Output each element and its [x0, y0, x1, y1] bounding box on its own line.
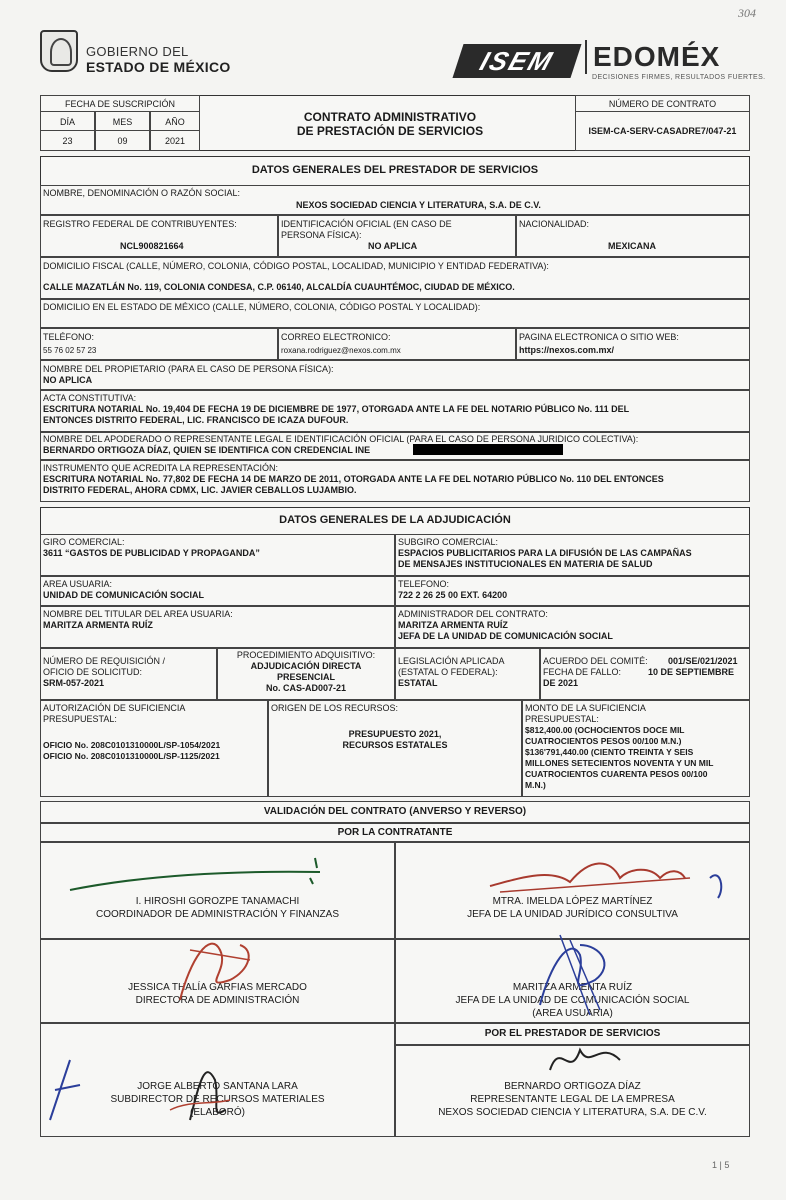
fallo-label: FECHA DE FALLO:: [543, 667, 622, 677]
gobierno-line2: ESTADO DE MÉXICO: [86, 59, 231, 75]
signer-4-note: (AREA USUARIA): [532, 1008, 613, 1019]
mes-label: MES: [112, 117, 133, 127]
acta-label: ACTA CONSTITUTIVA:: [43, 393, 137, 403]
validacion-section-title: VALIDACIÓN DEL CONTRATO (ANVERSO Y REVERSO): [263, 806, 527, 817]
acuerdo-label: ACUERDO DEL COMITÉ:: [543, 656, 648, 666]
signer-4-role: JEFA DE LA UNIDAD DE COMUNICACIÓN SOCIAL: [455, 995, 690, 1006]
mes-value: 09: [117, 136, 128, 146]
signer-5-note: (ELABORÓ): [189, 1107, 245, 1118]
contract-title-2: DE PRESTACIÓN DE SERVICIOS: [296, 124, 484, 138]
monto-line-5: CUATROCIENTOS CUARENTA PESOS 00/100: [525, 769, 708, 779]
monto-line-6: M.N.): [525, 780, 546, 790]
web-value: https://nexos.com.mx/: [519, 345, 615, 355]
nombre-label: NOMBRE, DENOMINACIÓN O RAZÓN SOCIAL:: [43, 188, 241, 198]
telefono-label: TELÉFONO:: [43, 332, 95, 342]
nombre-value: NEXOS SOCIEDAD CIENCIA Y LITERATURA, S.A. DE C.V.: [296, 200, 541, 210]
domfiscal-label: DOMICILIO FISCAL (CALLE, NÚMERO, COLONIA, CÓDIGO POSTAL, LOCALIDAD, MUNICIPIO Y ENTIDAD FEDERATIVA):: [43, 261, 549, 271]
procedimiento-line-1: ADJUDICACIÓN DIRECTA: [250, 661, 362, 671]
gobierno-line1: GOBIERNO DEL: [86, 44, 189, 59]
legislacion-value: ESTATAL: [398, 678, 438, 688]
web-label: PAGINA ELECTRONICA O SITIO WEB:: [519, 332, 679, 342]
subgiro-label: SUBGIRO COMERCIAL:: [398, 537, 499, 547]
origen-label: ORIGEN DE LOS RECURSOS:: [271, 703, 399, 713]
state-seal-icon: [40, 30, 78, 72]
gobierno-logo: [40, 30, 240, 78]
propietario-value: NO APLICA: [43, 375, 93, 385]
numero-label: NÚMERO DE CONTRATO: [608, 99, 717, 109]
rfc-label: REGISTRO FEDERAL DE CONTRIBUYENTES:: [43, 219, 237, 229]
signer-2-name: MTRA. IMELDA LÓPEZ MARTÍNEZ: [492, 896, 653, 907]
contract-title-1: CONTRATO ADMINISTRATIVO: [303, 110, 477, 124]
signer-1-role: COORDINADOR DE ADMINISTRACIÓN Y FINANZAS: [96, 909, 339, 920]
fallo-line-2: DE 2021: [543, 678, 579, 688]
page-number: 1 | 5: [712, 1160, 730, 1170]
domfiscal-value: CALLE MAZATLÁN No. 119, COLONIA CONDESA, C.P. 06140, ALCALDÍA CUAUHTÉMOC, CIUDAD DE MÉXICO.: [43, 282, 515, 292]
autorizacion-oficio-1: OFICIO No. 208C0101310000L/SP-1054/2021: [43, 740, 221, 750]
adjudicacion-section-title: DATOS GENERALES DE LA ADJUDICACIÓN: [279, 514, 511, 526]
adj-tel-label: TELEFONO:: [398, 579, 450, 589]
adj-tel-value: 722 2 26 25 00 EXT. 64200: [398, 590, 508, 600]
signer-3-role: DIRECTORA DE ADMINISTRACIÓN: [135, 995, 300, 1006]
edomex-logo: EDOMÉX: [585, 40, 720, 74]
anio-value: 2021: [164, 136, 186, 146]
procedimiento-line-2: PRESENCIAL: [276, 672, 335, 682]
monto-line-1: $812,400.00 (OCHOCIENTOS DOCE MIL: [525, 725, 685, 735]
nacionalidad-label: NACIONALIDAD:: [519, 219, 590, 229]
fallo-line-1: 10 DE SEPTIEMBRE: [648, 667, 735, 677]
sig-cell-3: [40, 939, 395, 1023]
procedimiento-line-3: No. CAS-AD007-21: [265, 683, 347, 693]
ident-label-1: IDENTIFICACIÓN OFICIAL (EN CASO DE: [281, 219, 452, 229]
origen-line-1: PRESUPUESTO 2021,: [348, 729, 442, 739]
dia-value: 23: [62, 136, 73, 146]
contratante-title: POR LA CONTRATANTE: [337, 827, 453, 838]
giro-value: 3611 “GASTOS DE PUBLICIDAD Y PROPAGANDA”: [43, 548, 260, 558]
signer-6-role: REPRESENTANTE LEGAL DE LA EMPRESA: [470, 1094, 675, 1105]
fecha-label: FECHA DE SUSCRIPCIÓN: [64, 99, 176, 109]
domedomex-label: DOMICILIO EN EL ESTADO DE MÉXICO (CALLE, NÚMERO, COLONIA, CÓDIGO POSTAL Y LOCALIDAD):: [43, 302, 481, 312]
area-label: AREA USUARIA:: [43, 579, 113, 589]
rfc-value: NCL900821664: [120, 241, 184, 251]
apoderado-label: NOMBRE DEL APODERADO O REPRESENTANTE LEGAL E IDENTIFICACIÓN OFICIAL (PARA EL CASO DE PERSONA JURIDICO COLECTIVA):: [43, 434, 639, 444]
signer-6-name: BERNARDO ORTIGOZA DÍAZ: [504, 1081, 641, 1092]
signer-6-company: NEXOS SOCIEDAD CIENCIA Y LITERATURA, S.A. DE C.V.: [438, 1107, 707, 1118]
instrumento-label: INSTRUMENTO QUE ACREDITA LA REPRESENTACIÓN:: [43, 463, 279, 473]
acta-line-1: ESCRITURA NOTARIAL No. 19,404 DE FECHA 19 DE DICIEMBRE DE 1977, OTORGADA ANTE LA FE DEL NOTARIO PÚBLICO No. 111 DEL: [43, 404, 630, 414]
autorizacion-label-2: PRESUPUESTAL:: [43, 714, 117, 724]
monto-line-4: MILLONES SETECIENTOS NOVENTA Y UN MIL: [525, 758, 714, 768]
signer-2-role: JEFA DE LA UNIDAD JURÍDICO CONSULTIVA: [467, 909, 678, 920]
telefono-value: 55 76 02 57 23: [43, 346, 97, 355]
redaction-bar: [413, 444, 563, 455]
signer-3-name: JESSICA THALÍA GARFIAS MERCADO: [128, 982, 307, 993]
admin-label: ADMINISTRADOR DEL CONTRATO:: [398, 609, 548, 619]
area-value: UNIDAD DE COMUNICACIÓN SOCIAL: [43, 590, 204, 600]
admin-line-1: MARITZA ARMENTA RUÍZ: [398, 620, 508, 630]
requisicion-value: SRM-057-2021: [43, 678, 105, 688]
origen-line-2: RECURSOS ESTATALES: [342, 740, 448, 750]
ident-label-2: PERSONA FÍSICA):: [281, 230, 362, 240]
legislacion-label-1: LEGISLACIÓN APLICADA: [398, 656, 505, 666]
requisicion-label-2: OFICIO DE SOLICITUD:: [43, 667, 143, 677]
apoderado-value: BERNARDO ORTIGOZA DÍAZ, QUIEN SE IDENTIFICA CON CREDENCIAL INE: [43, 445, 371, 455]
monto-line-3: $136'791,440.00 (CIENTO TREINTA Y SEIS: [525, 747, 694, 757]
subgiro-line-2: DE MENSAJES INSTITUCIONALES EN MATERIA DE SALUD: [398, 559, 653, 569]
correo-label: CORREO ELECTRONICO:: [281, 332, 391, 342]
ident-value: NO APLICA: [368, 241, 418, 251]
numero-value: ISEM-CA-SERV-CASADRE7/047-21: [588, 126, 737, 136]
signer-5-role: SUBDIRECTOR DE RECURSOS MATERIALES: [110, 1094, 325, 1105]
autorizacion-label-1: AUTORIZACIÓN DE SUFICIENCIA: [43, 703, 186, 713]
instrumento-line-2: DISTRITO FEDERAL, AHORA CDMX, LIC. JAVIER CEBALLOS LUJAMBIO.: [43, 485, 357, 495]
nacionalidad-value: MEXICANA: [608, 241, 657, 251]
prestador-title: POR EL PRESTADOR DE SERVICIOS: [484, 1028, 661, 1039]
monto-label-1: MONTO DE LA SUFICIENCIA: [525, 703, 646, 713]
giro-label: GIRO COMERCIAL:: [43, 537, 125, 547]
isem-logo: ISEM: [452, 44, 581, 78]
titular-value: MARITZA ARMENTA RUÍZ: [43, 620, 153, 630]
sig-cell-5: [40, 1023, 395, 1137]
acta-line-2: ENTONCES DISTRITO FEDERAL, LIC. FRANCISCO DE ICAZA DUFOUR.: [43, 415, 349, 425]
sig-cell-1: [40, 842, 395, 939]
propietario-label: NOMBRE DEL PROPIETARIO (PARA EL CASO DE PERSONA FÍSICA):: [43, 364, 334, 374]
procedimiento-label: PROCEDIMIENTO ADQUISITIVO:: [236, 650, 376, 660]
correo-value: roxana.rodriguez@nexos.com.mx: [281, 346, 401, 355]
subgiro-line-1: ESPACIOS PUBLICITARIOS PARA LA DIFUSIÓN DE LAS CAMPAÑAS: [398, 548, 692, 558]
sig-cell-2: [395, 842, 750, 939]
anio-label: AÑO: [165, 117, 185, 127]
edomex-slogan: DECISIONES FIRMES, RESULTADOS FUERTES.: [592, 74, 766, 81]
signer-1-name: I. HIROSHI GOROZPE TANAMACHI: [135, 896, 300, 907]
handwritten-page-mark: 304: [738, 6, 756, 20]
prestador-section-title: DATOS GENERALES DEL PRESTADOR DE SERVICIOS: [251, 164, 539, 176]
signer-5-name: JORGE ALBERTO SANTANA LARA: [137, 1081, 298, 1092]
dia-label: DÍA: [59, 117, 75, 127]
monto-label-2: PRESUPUESTAL:: [525, 714, 599, 724]
titular-label: NOMBRE DEL TITULAR DEL AREA USUARIA:: [43, 609, 233, 619]
legislacion-label-2: (ESTATAL O FEDERAL):: [398, 667, 498, 677]
requisicion-label-1: NÚMERO DE REQUISICIÓN /: [43, 656, 166, 666]
acuerdo-value: 001/SE/021/2021: [668, 656, 738, 666]
autorizacion-oficio-2: OFICIO No. 208C0101310000L/SP-1125/2021: [43, 751, 220, 761]
monto-line-2: CUATROCIENTOS PESOS 00/100 M.N.): [525, 736, 682, 746]
admin-line-2: JEFA DE LA UNIDAD DE COMUNICACIÓN SOCIAL: [398, 631, 613, 641]
instrumento-line-1: ESCRITURA NOTARIAL No. 77,802 DE FECHA 14 DE MARZO DE 2011, OTORGADA ANTE LA FE DEL NOTARIO PÚBLICO No. 110 DEL ENTONCES: [43, 474, 664, 484]
signer-4-name: MARITZA ARMENTA RUÍZ: [512, 982, 633, 993]
